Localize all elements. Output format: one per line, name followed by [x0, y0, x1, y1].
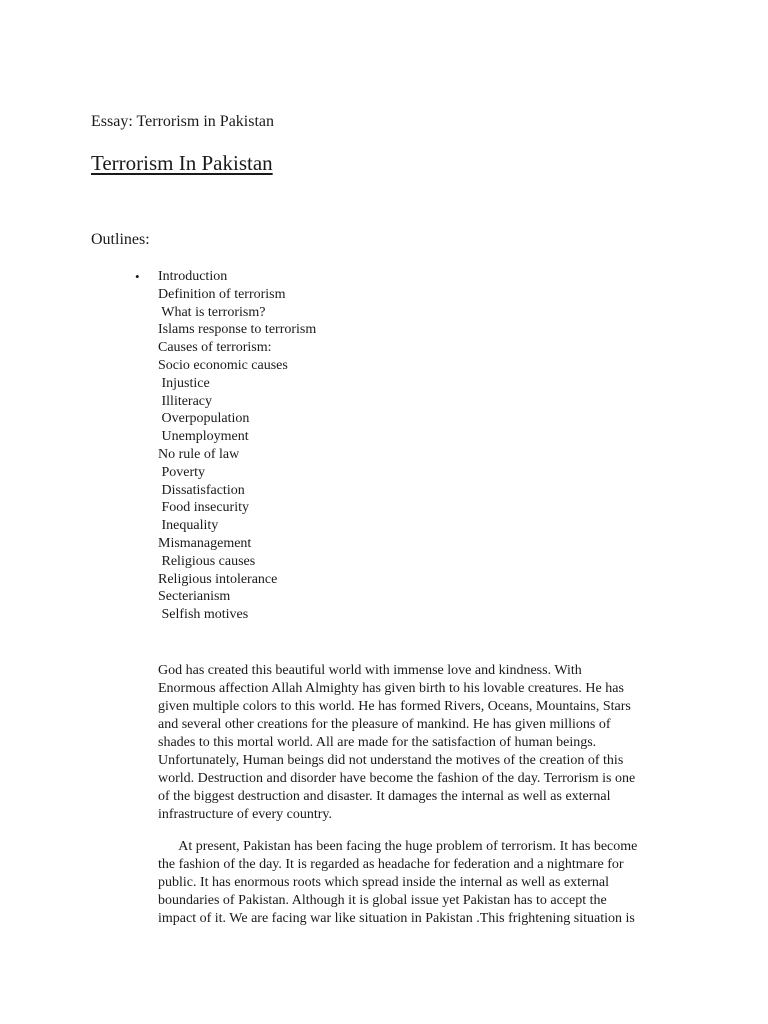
outline-item-text: Introduction: [158, 269, 228, 284]
essay-label: Essay: Terrorism in Pakistan: [91, 113, 275, 130]
outline-item-text: Food insecurity: [158, 500, 249, 516]
outline-item: [158, 517, 316, 535]
outline-item-text: Causes of terrorism:: [158, 340, 272, 356]
outline-item-text: Dissatisfaction: [158, 482, 245, 498]
outline-item-text: Injustice: [158, 375, 210, 391]
outline-item-text: Unemployment: [158, 429, 249, 445]
outline-item: [158, 375, 316, 393]
outline-item: [158, 357, 316, 375]
outline-item: [158, 553, 316, 571]
outline-item: [158, 446, 316, 464]
outlines-heading: Outlines:: [91, 231, 150, 248]
outline-item-text: Secterianism: [158, 589, 231, 605]
paragraph-present: [158, 838, 678, 928]
paragraph-line: infrastructure of every country.: [158, 807, 333, 822]
paragraph-line: Enormous affection Allah Almighty has given birth to his lovable creatures. He has: [158, 681, 624, 696]
paragraph-intro: [158, 662, 678, 824]
outline-item-text: Religious causes: [158, 553, 256, 569]
paragraph-line: given multiple colors to this world. He has formed Rivers, Oceans, Mountains, Stars: [158, 699, 631, 714]
outline-item: [158, 535, 316, 553]
paragraph-line: At present, Pakistan has been facing the huge problem of terrorism. It has become: [158, 839, 638, 854]
outline-item: [158, 304, 316, 322]
outline-item-text: What is terrorism?: [158, 304, 266, 320]
outline-item: [158, 321, 316, 339]
outline-item: [158, 464, 316, 482]
outline-item-text: Definition of terrorism: [158, 286, 286, 302]
bullet-icon: •: [135, 269, 140, 284]
outline-item: [158, 286, 316, 304]
outline-item-text: Religious intolerance: [158, 571, 278, 587]
paragraph-line: world. Destruction and disorder have become the fashion of the day. Terrorism is one: [158, 771, 636, 786]
paragraph-line: God has created this beautiful world with immense love and kindness. With: [158, 663, 582, 678]
outline-item-text: Inequality: [158, 518, 219, 534]
outline-item-text: Islams response to terrorism: [158, 322, 317, 338]
outline-item-text: Poverty: [158, 464, 206, 480]
outline-item: [158, 571, 316, 589]
outline-item: [158, 339, 316, 357]
outline-item-text: Selfish motives: [158, 607, 249, 623]
outline-item: [158, 482, 316, 500]
paragraph-line: Unfortunately, Human beings did not understand the motives of the creation of this: [158, 753, 624, 768]
outline-item: [158, 588, 316, 606]
outline-item-text: Socio economic causes: [158, 357, 288, 373]
paragraph-line: public. It has enormous roots which spread inside the internal as well as external: [158, 875, 609, 890]
outline-item-text: Mismanagement: [158, 535, 252, 551]
paragraph-line: of the biggest destruction and disaster. It damages the internal as well as external: [158, 789, 611, 804]
outline-item: [158, 410, 316, 428]
paragraph-line: shades to this mortal world. All are made for the satisfaction of human beings.: [158, 735, 597, 750]
outline-item: [158, 606, 316, 624]
paragraph-line: and several other creations for the pleasure of mankind. He has given millions of: [158, 717, 611, 732]
outline-item-text: Overpopulation: [158, 411, 250, 427]
page-title: Terrorism In Pakistan: [91, 151, 273, 175]
outline-item: [158, 499, 316, 517]
outline-item: [135, 268, 316, 286]
outline-item: [158, 428, 316, 446]
paragraph-line: boundaries of Pakistan. Although it is global issue yet Pakistan has to accept the: [158, 893, 607, 908]
outline-item: [158, 393, 316, 411]
outline-list: [135, 268, 317, 624]
paragraph-line: the fashion of the day. It is regarded as headache for federation and a nightmare for: [158, 857, 624, 872]
paragraph-line: impact of it. We are facing war like situation in Pakistan .This frightening situation is: [158, 911, 635, 926]
outline-item-text: Illiteracy: [158, 393, 213, 409]
outline-item-text: No rule of law: [158, 446, 240, 462]
